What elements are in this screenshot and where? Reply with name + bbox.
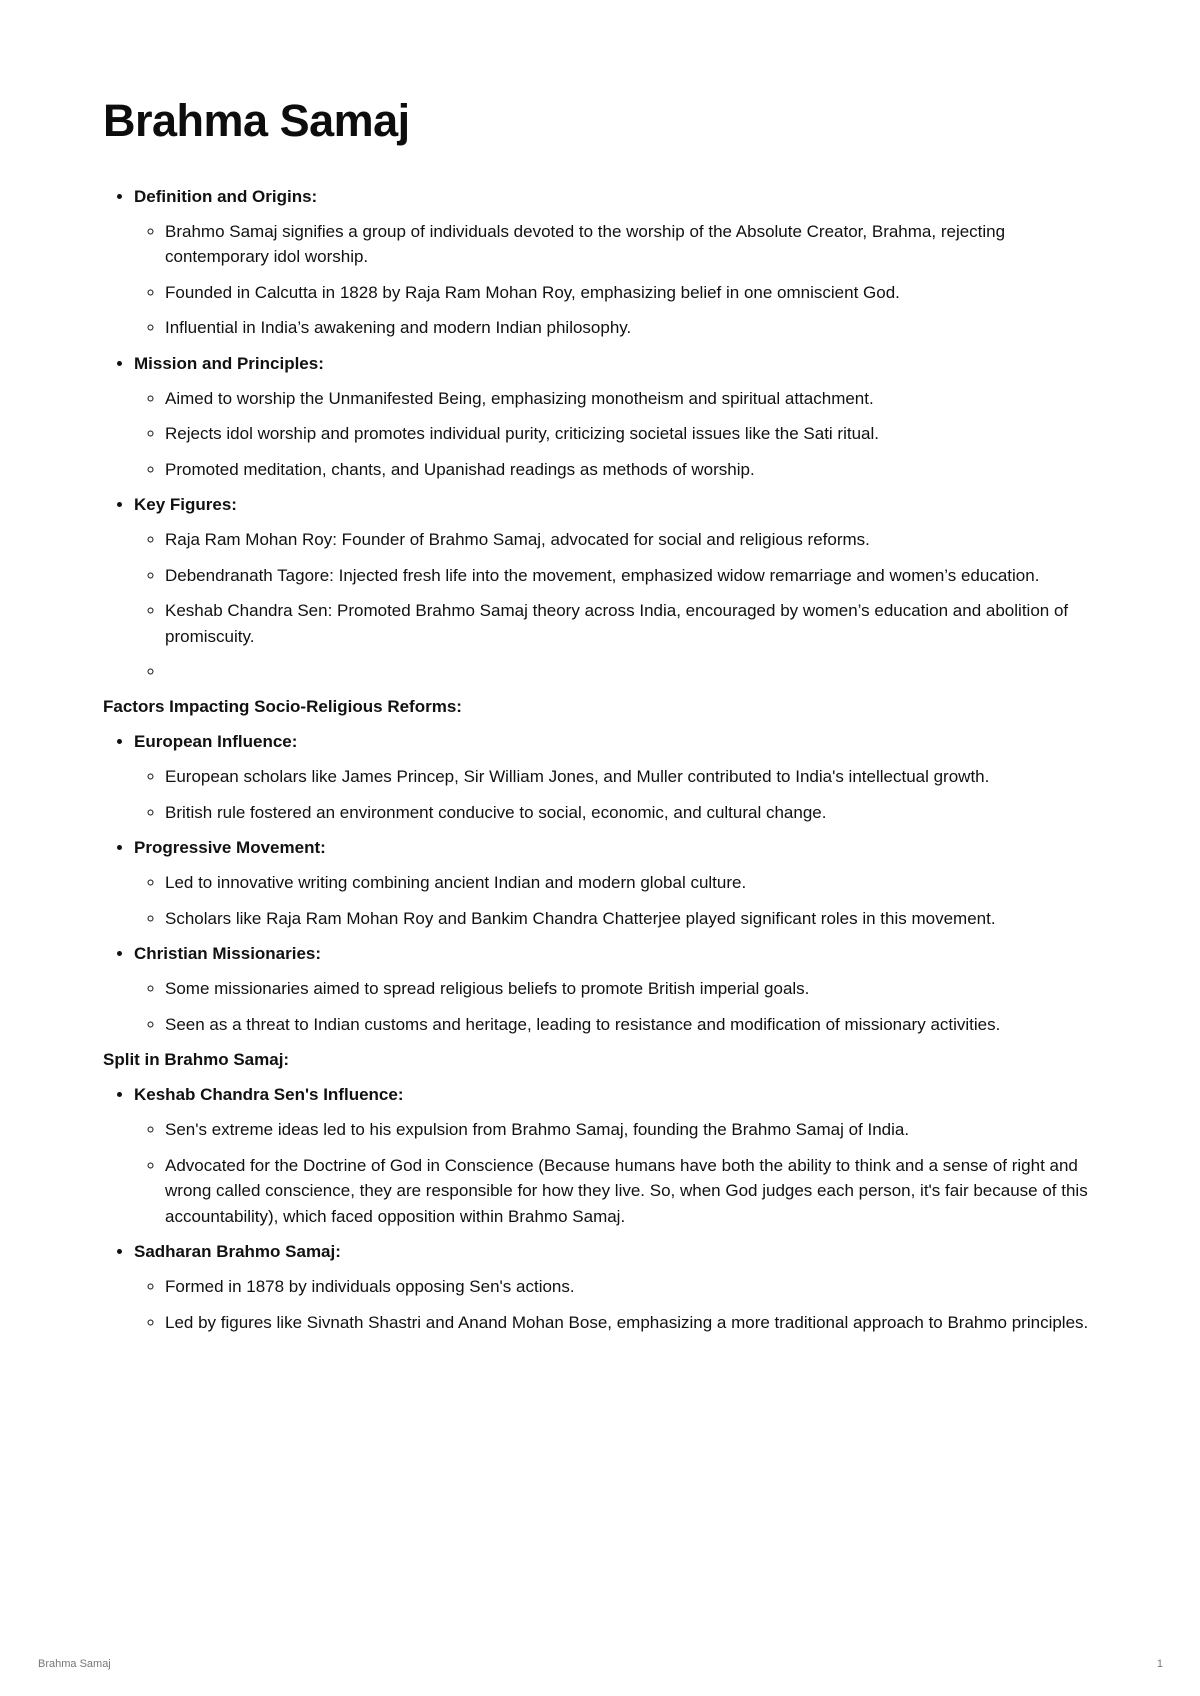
empty-sub-list-item <box>165 659 1103 684</box>
sub-list-item: ◦ Promoted meditation, chants, and Upanishad readings as methods of worship. <box>165 457 1103 483</box>
section-heading-factors: Factors Impacting Socio-Religious Reforms: <box>103 697 462 716</box>
sub-list <box>134 976 1103 1037</box>
sub-list <box>134 870 1103 931</box>
sub-list-item: ◦ Led to innovative writing combining ancient Indian and modern global culture. <box>165 870 1103 896</box>
sub-list-item: ◦ Debendranath Tagore: Injected fresh life into the movement, emphasized widow remarriage and women’s education. <box>165 563 1103 589</box>
sub-list-item: ◦ Formed in 1878 by individuals opposing Sen's actions. <box>165 1274 1103 1300</box>
section-heading-split: Split in Brahmo Samaj: <box>103 1050 290 1069</box>
item-label: • Sadharan Brahmo Samaj: <box>134 1242 341 1261</box>
list-item <box>134 492 1103 684</box>
sub-list-item: ◦ Aimed to worship the Unmanifested Being, emphasizing monotheism and spiritual attachment. <box>165 386 1103 412</box>
sub-list-item: ◦ Advocated for the Doctrine of God in Conscience (Because humans have both the ability to think and a sense of right and wrong called conscience, they are responsible for how they live. So, when God judges each person, it's fair because of this accountability), which faced opposition within Brahmo Samaj. <box>165 1153 1103 1230</box>
sub-list-item: ◦ Led by figures like Sivnath Shastri and Anand Mohan Bose, emphasizing a more traditional approach to Brahmo principles. <box>165 1310 1103 1336</box>
item-label: • Mission and Principles: <box>134 353 324 373</box>
section-origins-list <box>103 184 1103 685</box>
sub-list-item: ◦ Brahmo Samaj signifies a group of individuals devoted to the worship of the Absolute Creator, Brahma, rejecting contemporary idol worship. <box>165 219 1103 270</box>
list-item <box>134 729 1103 825</box>
list-item <box>134 1082 1103 1229</box>
item-label: • Keshab Chandra Sen's Influence: <box>134 1085 404 1104</box>
footer-page-number: 1 <box>1156 1658 1163 1670</box>
sub-list-item: ◦ Influential in India’s awakening and modern Indian philosophy. <box>165 315 1103 341</box>
document-content <box>103 96 1103 1345</box>
item-label: • Christian Missionaries: <box>134 944 322 963</box>
sub-list-item: ◦ Scholars like Raja Ram Mohan Roy and Bankim Chandra Chatterjee played significant roles in this movement. <box>165 906 1103 932</box>
sub-list-item: ◦ Keshab Chandra Sen: Promoted Brahmo Samaj theory across India, encouraged by women’s education and abolition of promiscuity. <box>165 598 1103 649</box>
sub-list-item: ◦ Some missionaries aimed to spread religious beliefs to promote British imperial goals. <box>165 976 1103 1002</box>
list-item <box>134 1239 1103 1335</box>
item-label: • European Influence: <box>134 732 298 751</box>
sub-list <box>134 527 1103 684</box>
sub-list-item: ◦ Raja Ram Mohan Roy: Founder of Brahmo Samaj, advocated for social and religious reforms. <box>165 527 1103 553</box>
sub-list-item: ◦ Founded in Calcutta in 1828 by Raja Ram Mohan Roy, emphasizing belief in one omniscient God. <box>165 280 1103 306</box>
sub-list-item: ◦ Rejects idol worship and promotes individual purity, criticizing societal issues like the Sati ritual. <box>165 421 1103 447</box>
sub-list-item: ◦ Seen as a threat to Indian customs and heritage, leading to resistance and modification of missionary activities. <box>165 1012 1103 1038</box>
item-label: • Definition and Origins: <box>134 186 318 206</box>
page-title: Brahma Samaj <box>103 95 410 146</box>
footer-document-title: Brahma Samaj <box>38 1658 111 1670</box>
section-factors-list <box>103 729 1103 1037</box>
list-item <box>134 184 1103 341</box>
list-item <box>134 941 1103 1037</box>
sub-list-item: ◦ British rule fostered an environment conducive to social, economic, and cultural change. <box>165 800 1103 826</box>
sub-list <box>134 386 1103 483</box>
sub-list-item: ◦ European scholars like James Princep, Sir William Jones, and Muller contributed to India's intellectual growth. <box>165 764 1103 790</box>
item-label: • Progressive Movement: <box>134 838 326 857</box>
section-split-list <box>103 1082 1103 1335</box>
sub-list <box>134 764 1103 825</box>
item-label: • Key Figures: <box>134 495 237 514</box>
sub-list <box>134 1274 1103 1335</box>
sub-list <box>134 1117 1103 1229</box>
list-item <box>134 835 1103 931</box>
sub-list <box>134 219 1103 341</box>
list-item <box>134 351 1103 483</box>
sub-list-item: ◦ Sen's extreme ideas led to his expulsion from Brahmo Samaj, founding the Brahmo Samaj of India. <box>165 1117 1103 1143</box>
